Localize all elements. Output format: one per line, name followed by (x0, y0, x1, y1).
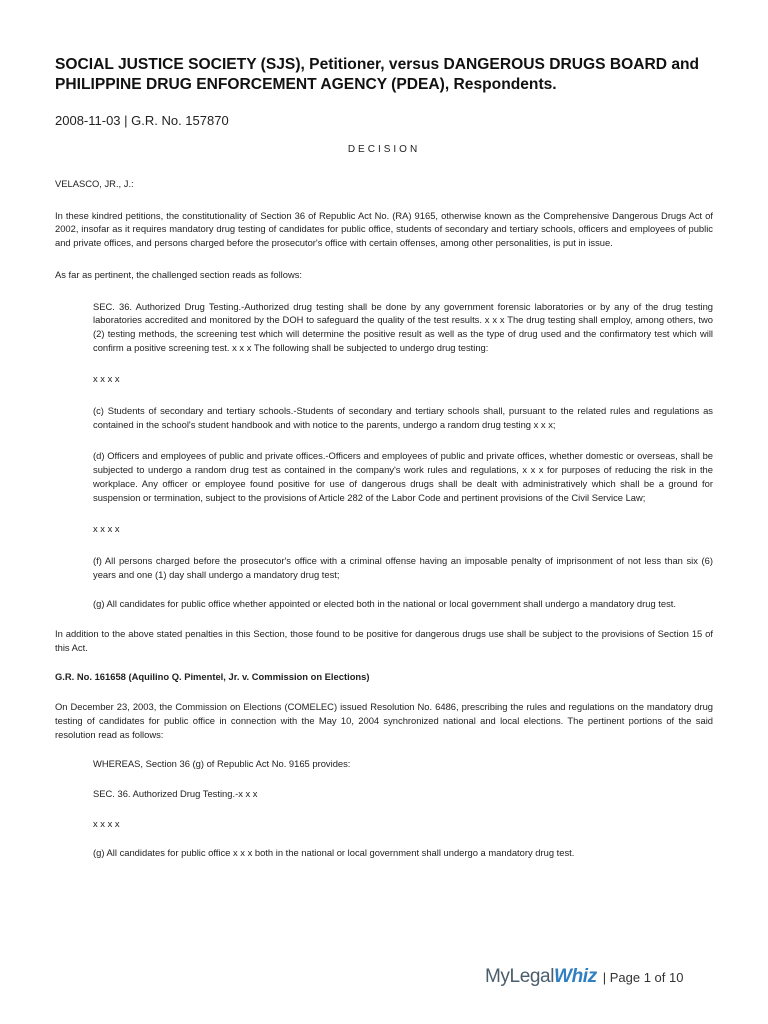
quoted-paragraph: SEC. 36. Authorized Drug Testing.-Authorized drug testing shall be done by any government forensic laboratories or by any of the drug testing laboratories accredited and monitored by the DOH to safeguard the quality of the test results. x x x The drug testing shall employ, among others, two (2) testing methods, the screening test which will determine the positive result as well as the type of drug used and the confirmatory test which will confirm a positive screening test. x x x The following shall be subjected to undergo drug testing: (93, 300, 713, 353)
justice-line: VELASCO, JR., J.: (55, 178, 134, 189)
quoted-paragraph: x x x x (93, 817, 120, 829)
paragraph: On December 23, 2003, the Commission on Elections (COMELEC) issued Resolution No. 6486, prescribing the rules and regulations on the mandatory drug testing of candidates for public office in connection with the May 10, 2004 synchronized national and local elections. The pertinent portions of the said resolution read as follows: (55, 701, 713, 740)
page-indicator: | Page 1 of 10 (602, 969, 684, 985)
quoted-paragraph: (d) Officers and employees of public and private offices.-Officers and employees of public and private offices, whether domestic or overseas, shall be subjected to undergo a random drug test as contained in the company's work rules and regulations, x x x for purposes of reducing the risk in the workplace. Any officer or employee found positive for use of dangerous drugs shall be dealt with administratively which shall be a ground for suspension or termination, subject to the provisions of Article 282 of the Labor Code and pertinent provisions of the Civil Service Law; (93, 450, 713, 503)
paragraph: In addition to the above stated penalties in this Section, those found to be positive for dangerous drugs use shall be subject to the provisions of Section 15 of this Act. (55, 628, 713, 653)
mylegalwhiz-logo: MyLegalWhiz (485, 966, 597, 987)
quoted-paragraph: (c) Students of secondary and tertiary schools.-Students of secondary and tertiary schools shall, pursuant to the related rules and regulations as contained in the school's student handbook and with notice to the parents, undergo a random drug testing x x x; (93, 405, 713, 430)
quoted-paragraph: x x x x (93, 373, 120, 385)
page-footer (485, 962, 725, 992)
document-page (55, 55, 713, 860)
decision-heading: DECISION (347, 144, 421, 155)
quoted-paragraph: (f) All persons charged before the prosecutor's office with a criminal offense having an imposable penalty of imprisonment of not less than six (6) years and one (1) day shall undergo a mandatory drug test; (93, 554, 713, 580)
quoted-paragraph: (g) All candidates for public office x x x both in the national or local government shall undergo a mandatory drug test. (93, 847, 575, 859)
quoted-paragraph: x x x x (93, 523, 120, 535)
case-date-number: 2008-11-03 | G.R. No. 157870 (55, 113, 229, 128)
section-heading: G.R. No. 161658 (Aquilino Q. Pimentel, Jr. v. Commission on Elections) (55, 671, 370, 683)
quoted-paragraph: SEC. 36. Authorized Drug Testing.-x x x (93, 787, 258, 799)
quoted-paragraph: WHEREAS, Section 36 (g) of Republic Act No. 9165 provides: (93, 758, 351, 770)
quoted-paragraph: (g) All candidates for public office whether appointed or elected both in the national or local government shall undergo a mandatory drug test. (93, 598, 676, 610)
case-title: SOCIAL JUSTICE SOCIETY (SJS), Petitioner, versus DANGEROUS DRUGS BOARD and PHILIPPINE DRUG ENFORCEMENT AGENCY (PDEA), Respondents. (55, 56, 700, 93)
paragraph: In these kindred petitions, the constitutionality of Section 36 of Republic Act No. (RA) 9165, otherwise known as the Comprehensive Dangerous Drugs Act of 2002, insofar as it requires mandatory drug testing of candidates for public office, students of secondary and tertiary schools, officers and employees of public and private offices, and persons charged before the prosecutor's office with certain offenses, among other personalities, is put in issue. (55, 209, 713, 249)
paragraph: As far as pertinent, the challenged section reads as follows: (55, 268, 303, 280)
